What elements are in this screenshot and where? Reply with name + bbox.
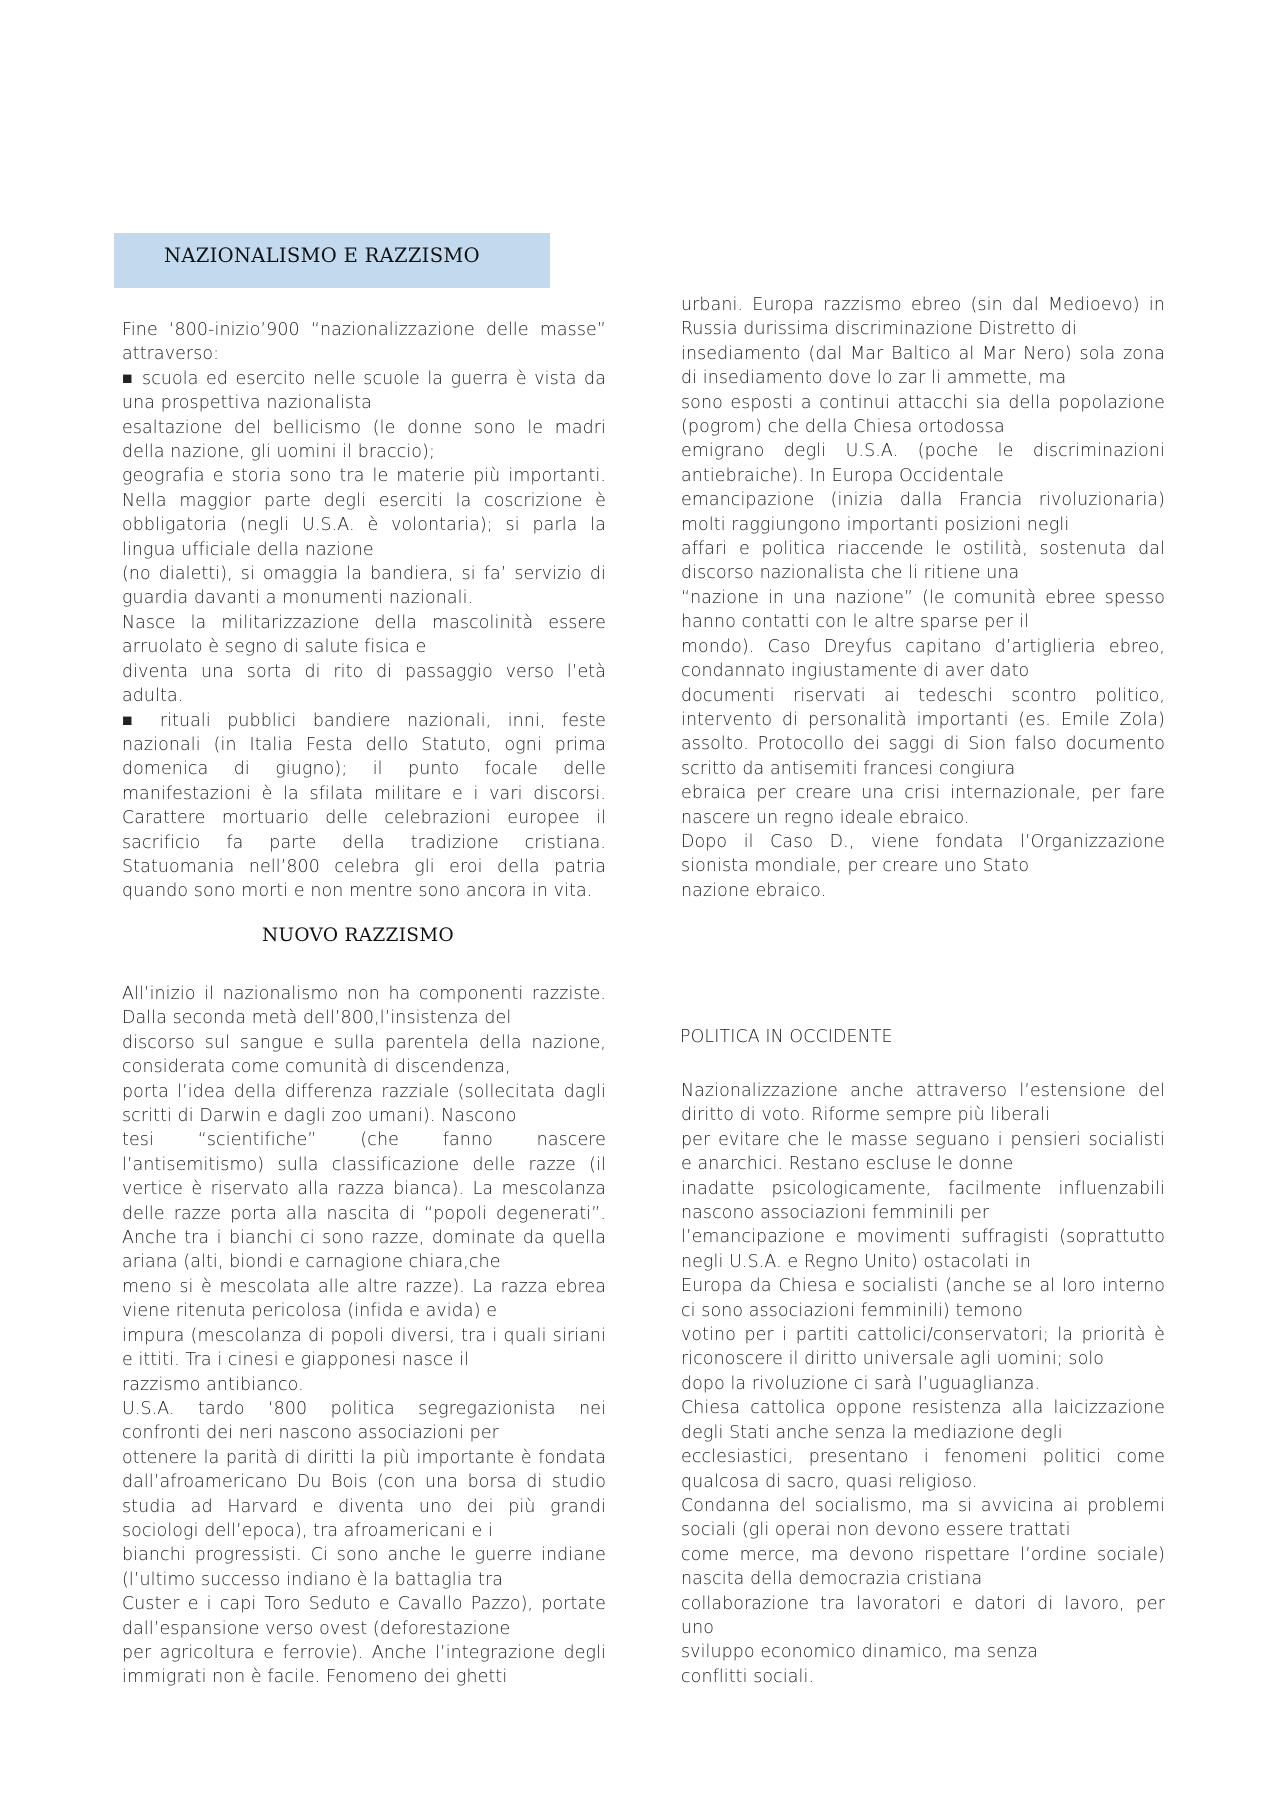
text-line: lingua ufficiale della nazione	[122, 539, 374, 560]
text-line: quando sono morti e non mentre sono ancora in vita.	[122, 881, 593, 902]
text-line: inadatte psicologicamente, facilmente influenzabili	[681, 1178, 1165, 1199]
text-line: Nasce la militarizzazione della mascolinità essere	[122, 612, 606, 633]
text-line: Custer e i capi Toro Seduto e Cavallo Pazzo), portate	[122, 1594, 606, 1615]
text-line: porta l’idea della differenza razziale (sollecitata dagli	[122, 1081, 606, 1102]
text-column-nuovo-razzismo	[122, 982, 606, 1690]
text-line: della nazione, gli uomini il braccio);	[122, 442, 435, 463]
text-line: sono esposti a continui attacchi sia della popolazione	[681, 392, 1165, 413]
text-line: tesi “scientifiche” (che fanno nascere	[122, 1130, 606, 1151]
text-line: “nazione in una nazione” (le comunità ebree spesso	[681, 587, 1165, 608]
text-line: manifestazioni è la sfilata militare e i vari discorsi.	[122, 783, 606, 804]
text-line: Anche tra i bianchi ci sono razze, dominate da quella	[122, 1228, 606, 1249]
text-line: diritto di voto. Riforme sempre più liberali	[681, 1105, 1051, 1126]
text-line: nazione ebraico.	[681, 880, 827, 901]
text-line: confronti dei neri nascono associazioni per	[122, 1423, 499, 1444]
text-line: geografia e storia sono tra le materie più importanti.	[122, 466, 606, 487]
text-line: e ittiti. Tra i cinesi e giapponesi nasce il	[122, 1350, 470, 1371]
section-title-nazionalismo: NAZIONALISMO E RAZZISMO	[164, 244, 480, 267]
text-line: esaltazione del bellicismo (le donne sono le madri	[122, 417, 606, 438]
text-line: Condanna del socialismo, ma si avvicina ai problemi	[681, 1495, 1165, 1516]
text-line: U.S.A. tardo ‘800 politica segregazionista nei	[122, 1398, 606, 1419]
text-line: dopo la rivoluzione ci sarà l’uguaglianza.	[681, 1373, 1041, 1394]
text-line: considerata come comunità di discendenza,	[122, 1057, 511, 1078]
text-column-razzismo-ebreo	[681, 293, 1165, 903]
text-line: antiebraiche). In Europa Occidentale	[681, 465, 1004, 486]
text-line: l’emancipazione e movimenti suffragisti (soprattutto	[681, 1227, 1165, 1248]
text-line: domenica di giugno); il punto focale delle	[122, 759, 606, 780]
text-line: molti raggiungono importanti posizioni negli	[681, 514, 1070, 535]
text-line: guardia davanti a monumenti nazionali.	[122, 588, 474, 609]
text-line: emancipazione (inizia dalla Francia rivoluzionaria)	[681, 490, 1165, 511]
text-line: hanno contatti con le altre sparse per il	[681, 612, 1029, 633]
text-line: Nazionalizzazione anche attraverso l’estensione del	[681, 1081, 1165, 1101]
text-line: arruolato è segno di salute fisica e	[122, 637, 427, 658]
text-line: sociali (gli operai non devono essere trattati	[681, 1520, 1071, 1541]
text-line: scritti di Darwin e dagli zoo umani). Nascono	[122, 1106, 517, 1127]
text-line: ■ scuola ed esercito nelle scuole la guerra è vista da	[122, 368, 606, 389]
text-line: Dopo il Caso D., viene fondata l’Organizzazione	[681, 831, 1165, 852]
text-line: bianchi progressisti. Ci sono anche le guerre indiane	[122, 1545, 606, 1566]
text-line: nascita della democrazia cristiana	[681, 1569, 983, 1590]
text-line: discorso nazionalista che li ritiene una	[681, 563, 1020, 584]
text-line: mondo). Caso Dreyfus capitano d’artiglieria ebreo,	[681, 636, 1165, 657]
text-line: adulta.	[122, 686, 184, 707]
text-line: votino per i partiti cattolici/conservatori; la priorità è	[681, 1325, 1165, 1346]
text-line: affari e politica riaccende le ostilità, sostenuta dal	[681, 539, 1165, 560]
text-line: insediamento (dal Mar Baltico al Mar Nero) sola zona	[681, 343, 1165, 364]
text-line: ariana (alti, biondi e carnagione chiara,che	[122, 1252, 501, 1273]
text-line: negli U.S.A. e Regno Unito) ostacolati in	[681, 1251, 1031, 1272]
text-line: attraverso:	[122, 344, 220, 365]
text-line: vertice è riservato alla razza bianca). La mescolanza	[122, 1179, 606, 1200]
text-line: una prospettiva nazionalista	[122, 393, 372, 414]
text-line: Europa da Chiesa e socialisti (anche se al loro interno	[681, 1276, 1165, 1297]
text-column-nazionalismo	[122, 318, 606, 904]
text-line: Nella maggior parte degli eserciti la coscrizione è	[122, 490, 606, 511]
text-line: qualcosa di sacro, quasi religioso.	[681, 1471, 978, 1492]
text-line: ebraica per creare una crisi internazionale, per fare	[681, 783, 1165, 804]
section-title-nuovo-razzismo: NUOVO RAZZISMO	[262, 925, 454, 946]
text-line: nascono associazioni femminili per	[681, 1203, 990, 1224]
text-line: assolto. Protocollo dei saggi di Sion falso documento	[681, 734, 1165, 755]
text-line: scritto da antisemiti francesi congiura	[681, 758, 1016, 779]
text-line: ci sono associazioni femminili) temono	[681, 1300, 1023, 1321]
text-line: per agricoltura e ferrovie). Anche l’integrazione degli	[122, 1642, 606, 1663]
text-line: condannato ingiustamente di aver dato	[681, 661, 1030, 682]
text-line: ■ rituali pubblici bandiere nazionali, inni, feste	[122, 710, 606, 731]
text-line: viene ritenuta pericolosa (infida e avida) e	[122, 1301, 498, 1322]
text-line: dall’afroamericano Du Bois (con una borsa di studio	[122, 1472, 606, 1493]
text-line: per evitare che le masse seguano i pensieri socialisti	[681, 1129, 1165, 1150]
text-line: Dalla seconda metà dell’800,l’insistenza del	[122, 1008, 512, 1029]
text-line: ecclesiastici, presentano i fenomeni politici come	[681, 1447, 1165, 1468]
text-line: (pogrom) che della Chiesa ortodossa	[681, 417, 1005, 438]
text-line: studia ad Harvard e diventa uno dei più grandi	[122, 1496, 606, 1517]
text-line: (no dialetti), si omaggia la bandiera, si fa’ servizio di	[122, 564, 606, 585]
text-line: e anarchici. Restano escluse le donne	[681, 1154, 1014, 1175]
text-line: sionista mondiale, per creare uno Stato	[681, 856, 1030, 877]
text-line: discorso sul sangue e sulla parentela della nazione,	[122, 1032, 606, 1053]
text-line: ottenere la parità di diritti la più importante è fondata	[122, 1447, 606, 1468]
text-line: sviluppo economico dinamico, ma senza	[681, 1642, 1039, 1663]
text-line: sociologi dell’epoca), tra afroamericani e i	[122, 1520, 493, 1541]
text-line: delle razze porta alla nascita di “popoli degenerati”.	[122, 1203, 606, 1224]
text-line: documenti riservati ai tedeschi scontro politico,	[681, 685, 1165, 706]
text-column-politica-occidente	[681, 1079, 1165, 1689]
text-line: l’antisemitismo) sulla classificazione delle razze (il	[122, 1154, 606, 1175]
text-line: Russia durissima discriminazione Distretto di	[681, 319, 1078, 340]
text-line: All’inizio il nazionalismo non ha componenti razziste.	[122, 984, 606, 1004]
text-line: (l’ultimo successo indiano è la battaglia tra	[122, 1569, 504, 1590]
text-line: collaborazione tra lavoratori e datori di lavoro, per uno	[681, 1593, 1165, 1638]
text-line: meno si è mescolata alle altre razze). La razza ebrea	[122, 1276, 606, 1297]
text-line: sacrificio fa parte della tradizione cristiana.	[122, 832, 606, 853]
text-line: nascere un regno ideale ebraico.	[681, 807, 970, 828]
text-line: immigrati non è facile. Fenomeno dei ghetti	[122, 1667, 508, 1688]
text-line: di insediamento dove lo zar li ammette, ma	[681, 368, 1067, 389]
text-line: emigrano degli U.S.A. (poche le discriminazioni	[681, 441, 1165, 462]
text-line: diventa una sorta di rito di passaggio verso l’età	[122, 661, 606, 682]
text-line: impura (mescolanza di popoli diversi, tra i quali siriani	[122, 1325, 606, 1346]
text-line: Chiesa cattolica oppone resistenza alla laicizzazione	[681, 1398, 1165, 1419]
text-line: obbligatoria (negli U.S.A. è volontaria); si parla la	[122, 515, 606, 536]
text-line: degli Stati anche senza la mediazione degli	[681, 1422, 1063, 1443]
text-line: razzismo antibianco.	[122, 1374, 304, 1395]
text-line: nazionali (in Italia Festa dello Statuto, ogni prima	[122, 734, 606, 755]
text-line: Carattere mortuario delle celebrazioni europee il	[122, 808, 606, 829]
text-line: come merce, ma devono rispettare l’ordine sociale)	[681, 1544, 1165, 1565]
text-line: intervento di personalità importanti (es. Emile Zola)	[681, 709, 1165, 730]
section-title-politica-occidente: POLITICA IN OCCIDENTE	[680, 1027, 893, 1047]
text-line: riconoscere il diritto universale agli uomini; solo	[681, 1349, 1105, 1370]
text-line: Fine ‘800-inizio’900 “nazionalizzazione delle masse”	[122, 320, 606, 340]
text-line: dall’espansione verso ovest (deforestazione	[122, 1618, 511, 1639]
text-line: urbani. Europa razzismo ebreo (sin dal Medioevo) in	[681, 295, 1165, 315]
text-line: conflitti sociali.	[681, 1666, 815, 1687]
text-line: Statuomania nell’800 celebra gli eroi della patria	[122, 856, 606, 877]
